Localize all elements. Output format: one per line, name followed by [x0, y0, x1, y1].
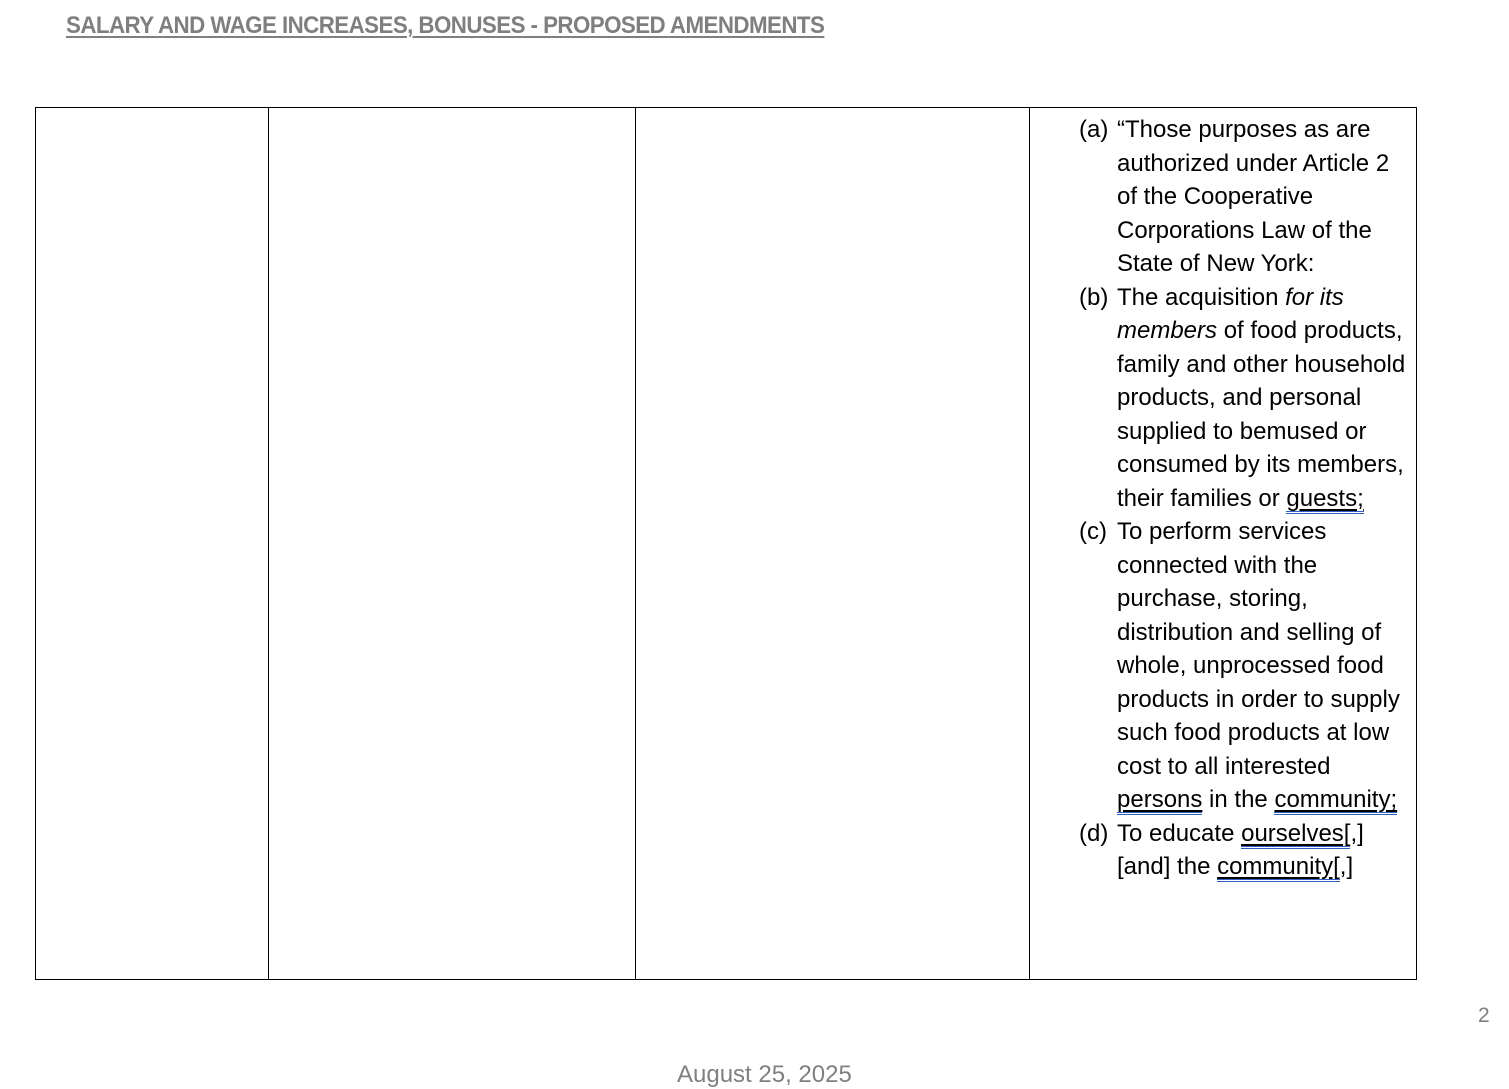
text-segment: in the [1202, 786, 1275, 813]
item-label: (d) [1079, 819, 1109, 847]
text-segment: ,] [1339, 853, 1354, 880]
table-cell-3 [636, 108, 1030, 980]
table-row [36, 108, 1417, 980]
text-segment: To educate [1117, 819, 1242, 847]
item-text [1117, 515, 1416, 817]
table-cell-purposes [1030, 108, 1417, 980]
item-label: (c) [1079, 518, 1107, 545]
document-title: SALARY AND WAGE INCREASES, BONUSES - PROPOSED AMENDMENTS [66, 12, 825, 39]
inserted-text: ourselves[ [1241, 819, 1351, 847]
text-segment: ,] [and] the [1117, 819, 1364, 880]
inserted-text: community; [1274, 786, 1398, 813]
item-text [1117, 817, 1416, 884]
text-segment: To perform services connected with the purchase, storing, distribution and selling of whole, unprocessed food products in order to supply such food products at low cost to all interested [1117, 518, 1400, 780]
text-segment: “Those purposes as are authorized under Article 2 of the Cooperative Corporations Law of the State of New York: [1117, 116, 1390, 277]
footer-date: August 25, 2025 [677, 1061, 852, 1088]
purpose-item-d [1079, 817, 1416, 884]
item-text [1117, 113, 1416, 281]
purpose-item-c [1079, 515, 1416, 817]
inserted-text: community[ [1217, 853, 1340, 880]
inserted-text: persons [1117, 786, 1203, 813]
inserted-text: guests; [1286, 484, 1364, 512]
item-label: (a) [1079, 116, 1109, 143]
table-cell-2 [269, 108, 636, 980]
item-label: (b) [1079, 283, 1109, 311]
page-number: 2 [1478, 1004, 1490, 1027]
italic-segment: for its members [1117, 283, 1344, 344]
text-segment: The acquisition [1117, 283, 1286, 311]
amendments-table [35, 107, 1417, 980]
table-cell-1 [36, 108, 269, 980]
purpose-item-b [1079, 281, 1416, 516]
item-text [1117, 281, 1416, 516]
purpose-item-a [1079, 113, 1416, 281]
purposes-list [1030, 108, 1416, 884]
text-segment: of food products, family and other household products, and personal supplied to bemused or consumed by its members, their families or [1117, 317, 1406, 512]
